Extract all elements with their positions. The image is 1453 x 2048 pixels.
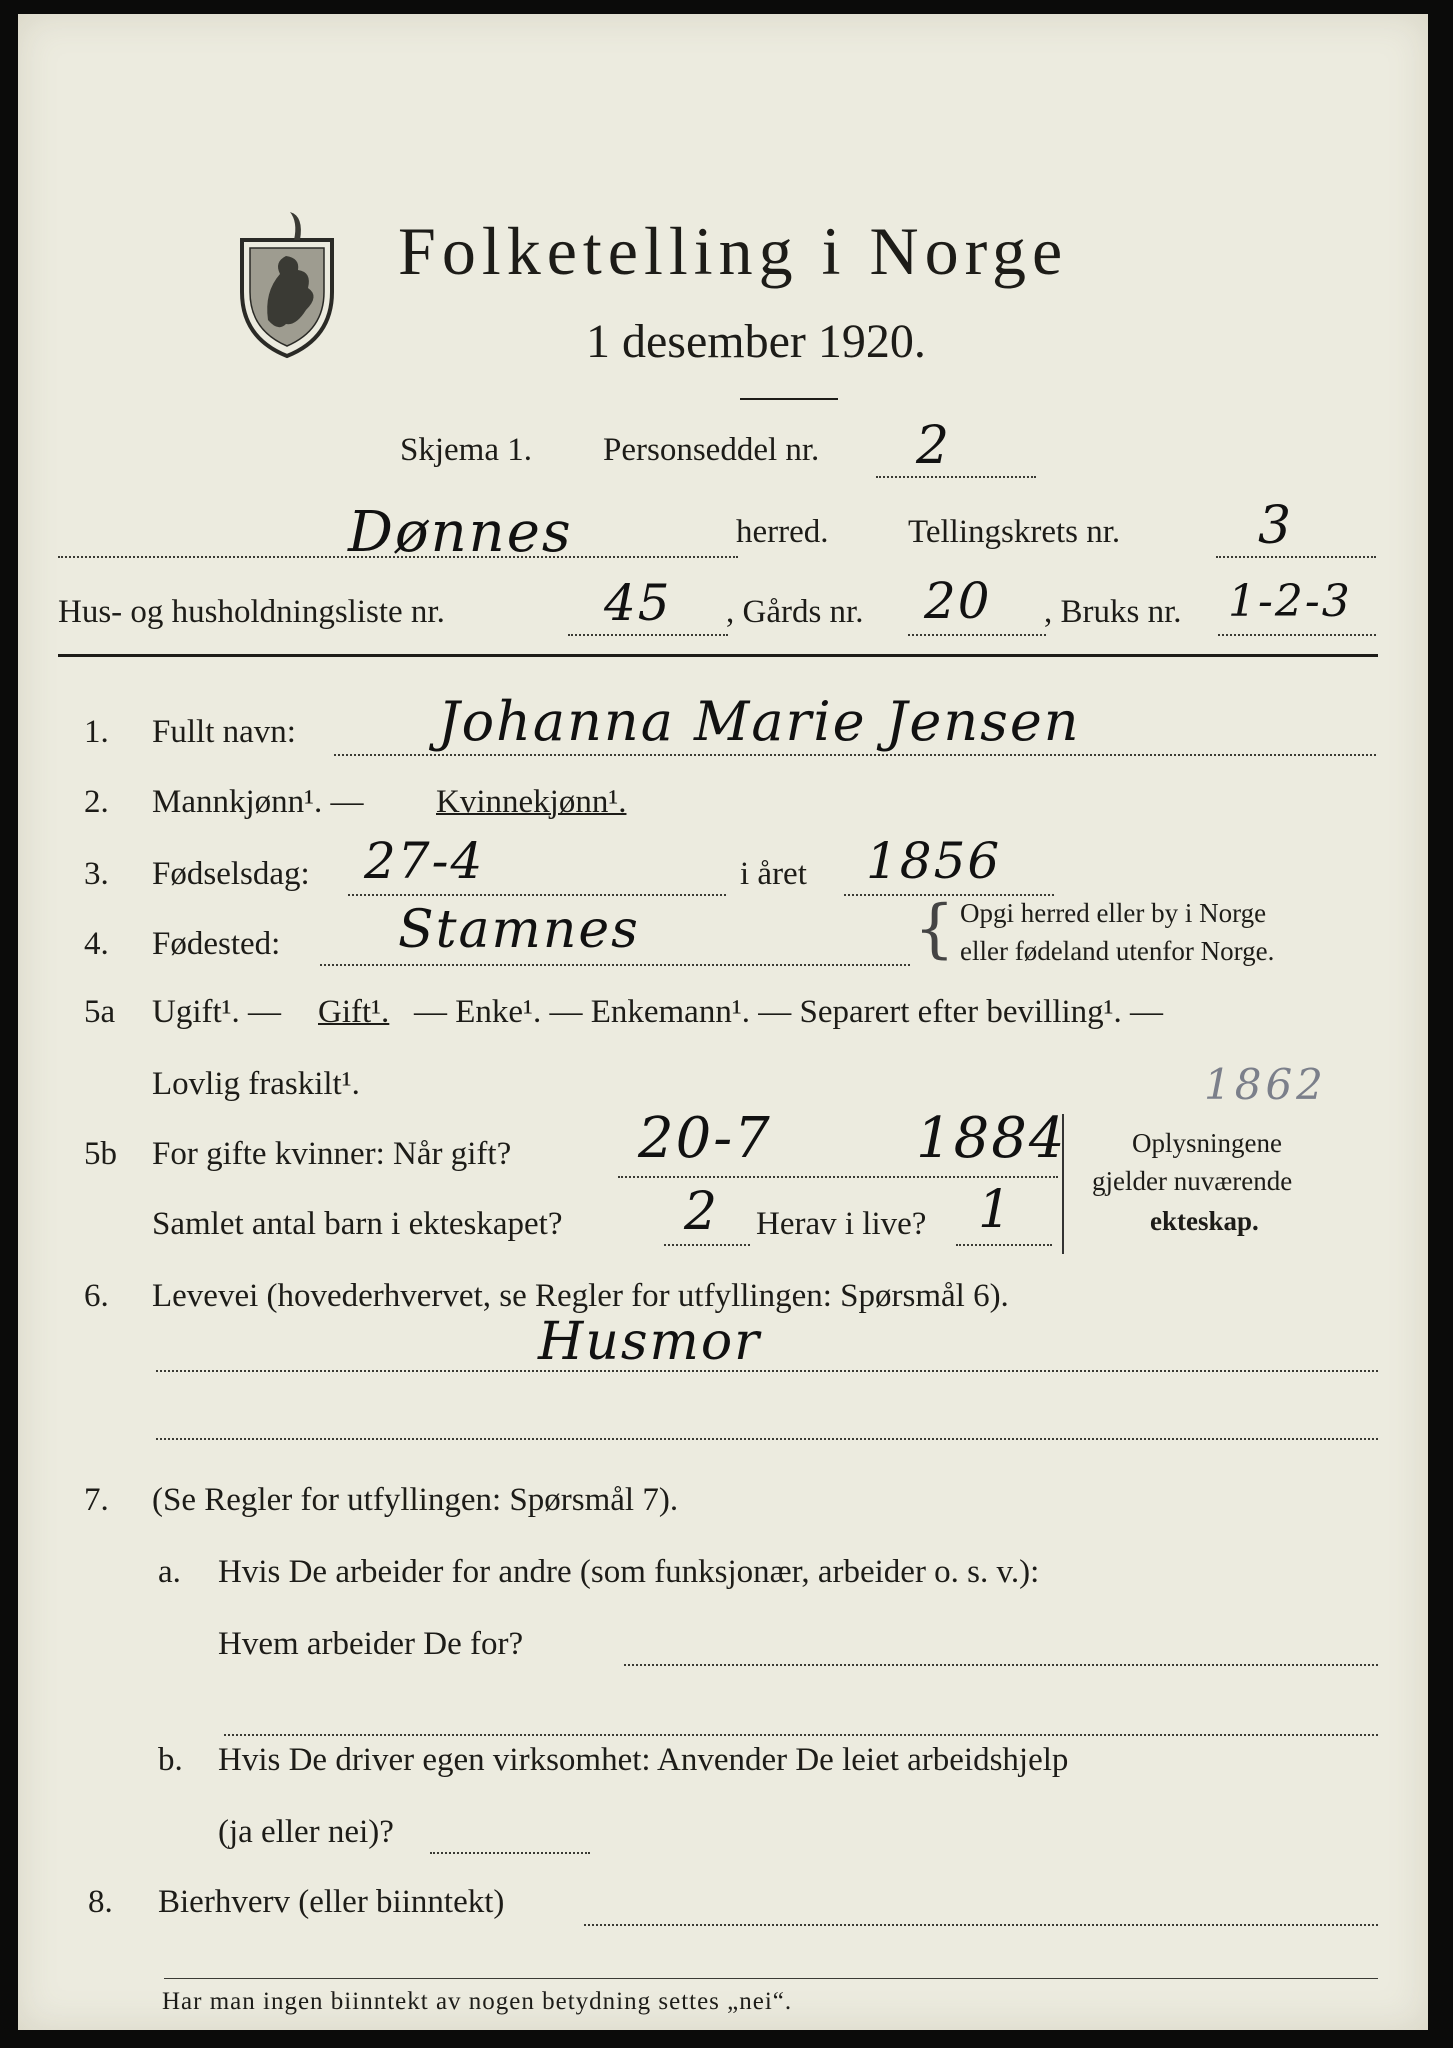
- herred-label: herred.: [736, 514, 829, 550]
- q6-label: Levevei (hovederhvervet, se Regler for utfyllingen: Spørsmål 6).: [152, 1278, 1009, 1314]
- footer-note: Har man ingen biinntekt av nogen betydning settes „nei“.: [162, 1988, 793, 2015]
- q5b-label: For gifte kvinner: Når gift?: [152, 1136, 512, 1172]
- bruks-label: , Bruks nr.: [1044, 594, 1182, 630]
- q7b-text: Hvis De driver egen virksomhet: Anvender De leiet arbeidshjelp: [218, 1742, 1069, 1778]
- q1-label: Fullt navn:: [152, 714, 296, 750]
- title-divider: [740, 398, 838, 400]
- q2-number: 2.: [84, 784, 109, 820]
- q7-number: 7.: [84, 1482, 109, 1518]
- q7b-letter: b.: [158, 1742, 183, 1778]
- alive-label: Herav i live?: [756, 1206, 927, 1242]
- other-civil-status-options[interactable]: — Enke¹. — Enkemann¹. — Separert efter bevilling¹. —: [414, 994, 1164, 1030]
- personseddel-label: Personseddel nr.: [603, 432, 820, 468]
- gards-line: [908, 634, 1046, 636]
- q3-number: 3.: [84, 856, 109, 892]
- q7a-text: Hvis De arbeider for andre (som funksjonær, arbeider o. s. v.):: [218, 1554, 1040, 1590]
- children-line: [664, 1244, 750, 1246]
- employer-line-2: [224, 1734, 1378, 1736]
- skjema-label: Skjema 1.: [400, 432, 532, 468]
- birth-year-label: i året: [740, 856, 807, 892]
- q5b-number: 5b: [84, 1136, 117, 1172]
- gift-option[interactable]: Gift¹.: [318, 994, 390, 1030]
- marriage-note-2: gjelder nuværende: [1092, 1166, 1293, 1196]
- birthplace-note-2: eller fødeland utenfor Norge.: [960, 936, 1275, 966]
- husliste-line: [568, 634, 728, 636]
- q7-label: (Se Regler for utfyllingen: Spørsmål 7).: [152, 1482, 679, 1518]
- q4-label: Fødested:: [152, 926, 281, 962]
- occupation-line-1: [156, 1370, 1378, 1372]
- form-title: Folketelling i Norge: [398, 213, 1069, 289]
- full-name-line: [334, 754, 1376, 756]
- coat-of-arms-icon: [228, 200, 346, 360]
- census-date: 1 desember 1920.: [586, 315, 926, 368]
- q7a-letter: a.: [158, 1554, 181, 1590]
- birthplace-line: [320, 964, 910, 966]
- birthplace-note-brace: {: [914, 892, 955, 966]
- side-income-line-2: [164, 1978, 1378, 1979]
- occupation-value[interactable]: Husmor: [538, 1312, 761, 1372]
- marriage-date-value[interactable]: 20-7: [638, 1106, 772, 1171]
- alive-value[interactable]: 1: [978, 1180, 1014, 1240]
- birthplace-value[interactable]: Stamnes: [398, 900, 640, 960]
- bruks-line: [1218, 634, 1376, 636]
- q1-number: 1.: [84, 714, 109, 750]
- alive-line: [956, 1244, 1052, 1246]
- margin-note-year: 1862: [1204, 1060, 1327, 1109]
- q8-number: 8.: [88, 1884, 113, 1920]
- marriage-year-value[interactable]: 1884: [916, 1106, 1067, 1171]
- children-value[interactable]: 2: [684, 1182, 720, 1242]
- birthplace-note-1: Opgi herred eller by i Norge: [960, 898, 1267, 928]
- tellingskrets-value[interactable]: 3: [1258, 496, 1294, 556]
- gards-value[interactable]: 20: [924, 572, 992, 630]
- occupation-line-2: [156, 1438, 1378, 1440]
- marriage-note-3: ekteskap.: [1150, 1206, 1259, 1236]
- tellingskrets-label: Tellingskrets nr.: [908, 514, 1121, 550]
- birthday-line: [348, 894, 726, 896]
- marriage-note-bracket: [1062, 1114, 1064, 1254]
- personseddel-line: [876, 476, 1036, 478]
- birthday-value[interactable]: 27-4: [364, 832, 485, 890]
- marriage-note-1: Oplysningene: [1132, 1128, 1282, 1158]
- marriage-date-line: [618, 1176, 1058, 1178]
- header-rule: [58, 654, 1378, 657]
- herred-value[interactable]: Dønnes: [348, 500, 573, 565]
- employer-line-1: [624, 1664, 1378, 1666]
- q7a-question: Hvem arbeider De for?: [218, 1626, 524, 1662]
- birth-year-value[interactable]: 1856: [866, 832, 1002, 890]
- full-name-value[interactable]: Johanna Marie Jensen: [438, 690, 1081, 753]
- husliste-label: Hus- og husholdningsliste nr.: [58, 594, 445, 630]
- fraskilt-option[interactable]: Lovlig fraskilt¹.: [152, 1066, 360, 1102]
- bruks-value[interactable]: 1-2-3: [1228, 576, 1352, 627]
- male-option[interactable]: Mannkjønn¹. —: [152, 784, 364, 820]
- census-form-page: [18, 14, 1428, 2030]
- q5a-number: 5a: [84, 994, 116, 1030]
- children-label: Samlet antal barn i ekteskapet?: [152, 1206, 563, 1242]
- q3-label: Fødselsdag:: [152, 856, 310, 892]
- q6-number: 6.: [84, 1278, 109, 1314]
- ugift-option[interactable]: Ugift¹. —: [152, 994, 282, 1030]
- q4-number: 4.: [84, 926, 109, 962]
- side-income-line-1: [584, 1924, 1378, 1926]
- q7b-question: (ja eller nei)?: [218, 1814, 394, 1850]
- personseddel-value[interactable]: 2: [916, 416, 952, 476]
- female-option[interactable]: Kvinnekjønn¹.: [436, 784, 627, 820]
- gards-label: , Gårds nr.: [726, 594, 864, 630]
- tellingskrets-line: [1216, 556, 1376, 558]
- hired-help-line: [430, 1852, 590, 1854]
- q8-label: Bierhverv (eller biinntekt): [158, 1884, 505, 1920]
- husliste-value[interactable]: 45: [604, 574, 672, 632]
